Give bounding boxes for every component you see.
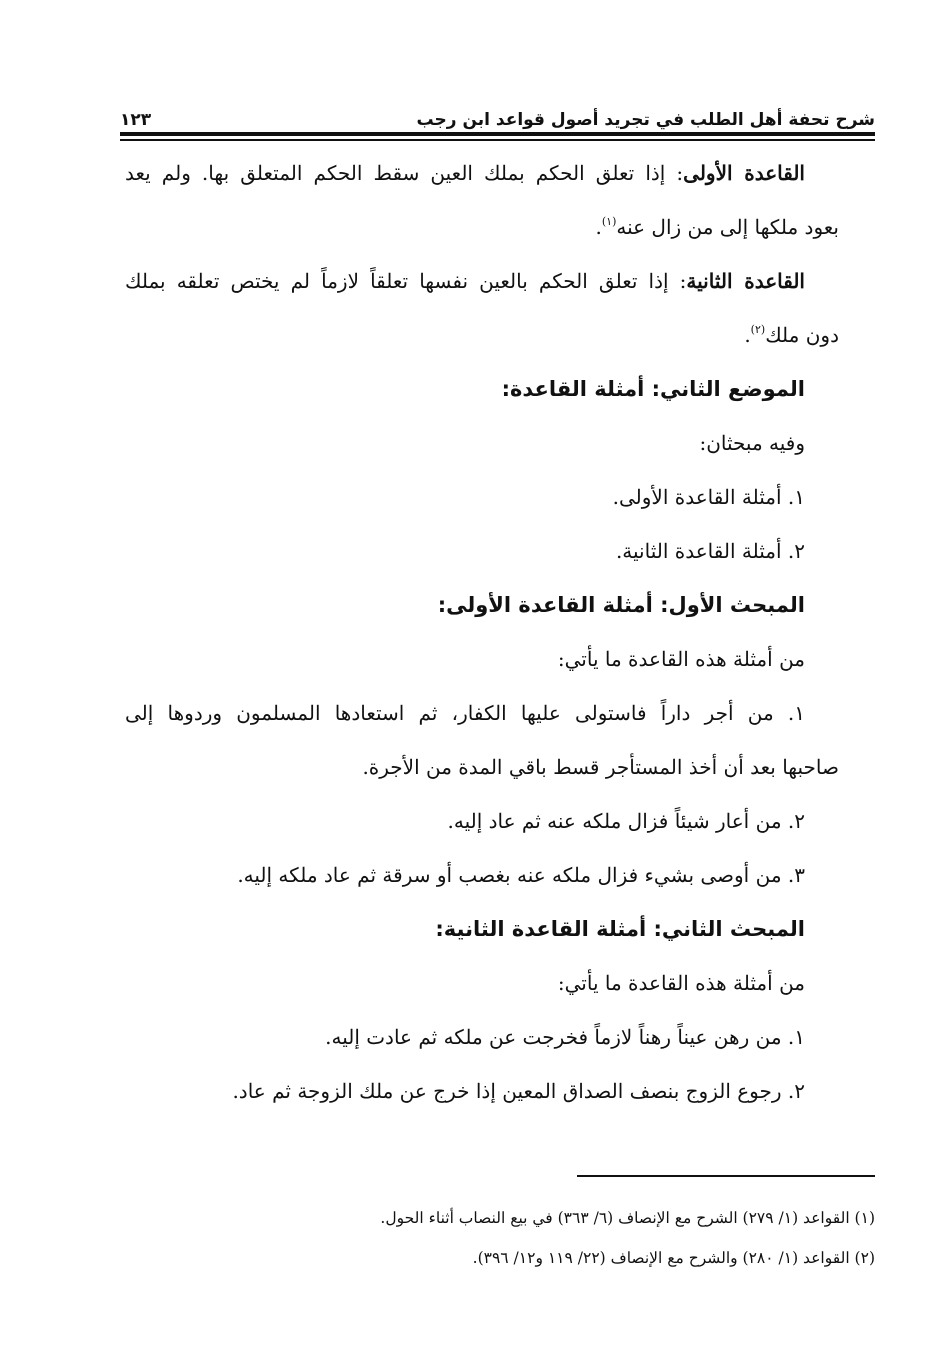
main-text <box>125 146 839 1118</box>
header-rule-thick <box>120 132 875 136</box>
footnote-ref-2[interactable]: (٢) <box>750 323 766 336</box>
rule1-text-a: : إذا تعلق الحكم بملك العين سقط الحكم المتعلق بها. ولم يعد <box>125 161 684 185</box>
toc-item-1: ١. أمثلة القاعدة الأولى. <box>612 485 805 509</box>
first-topic-intro: من أمثلة هذه القاعدة ما يأتي: <box>557 647 805 671</box>
rule1-line1 <box>125 146 839 200</box>
first-example-1-line2: صاحبها بعد أن أخذ المستأجر قسط باقي المدة من الأجرة. <box>362 755 839 779</box>
second-example-1: ١. من رهن عيناً رهناً لازماً فخرجت عن ملكه ثم عادت إليه. <box>325 1025 805 1049</box>
header-rule-thin <box>120 139 875 141</box>
first-example-1-line1: ١. من أجر داراً فاستولى عليها الكفار، ثم استعادها المسلمون وردوها إلى <box>125 701 805 725</box>
rule2-text-b: دون ملك <box>765 323 839 347</box>
rule1-term: القاعدة الأولى <box>683 161 805 185</box>
second-topic-heading: المبحث الثاني: أمثلة القاعدة الثانية: <box>435 917 805 941</box>
first-example-2: ٢. من أعار شيئاً فزال ملكه عنه ثم عاد إليه. <box>447 809 805 833</box>
footnote-2: (٢) القواعد (١/ ٢٨٠) والشرح مع الإنصاف (٢٢/ ١١٩ و١٢/ ٣٩٦). <box>472 1249 875 1267</box>
second-example-2: ٢. رجوع الزوج بنصف الصداق المعين إذا خرج عن ملك الزوجة ثم عاد. <box>232 1079 805 1103</box>
footnotes <box>125 1198 875 1278</box>
rule2-term: القاعدة الثانية <box>686 269 805 293</box>
section-intro: وفيه مبحثان: <box>699 431 805 455</box>
footnote-separator <box>577 1175 875 1177</box>
first-topic-heading: المبحث الأول: أمثلة القاعدة الأولى: <box>437 593 805 617</box>
rule1-text-b: بعود ملكها إلى من زال عنه <box>616 215 839 239</box>
page-number: ١٢٣ <box>120 110 152 130</box>
rule2-text-a: : إذا تعلق الحكم بالعين نفسها تعلقاً لازماً لم يختص تعلقه بملك <box>125 269 687 293</box>
rule2-line2: دون ملك$^{(٢)}$. <box>744 323 839 347</box>
rule1-line2: بعود ملكها إلى من زال عنه$^{(١)}$. <box>595 215 839 239</box>
rule2-line1 <box>125 254 839 308</box>
section-heading: الموضع الثاني: أمثلة القاعدة: <box>501 377 805 401</box>
running-header <box>120 94 875 130</box>
first-example-3: ٣. من أوصى بشيء فزال ملكه عنه بغصب أو سرقة ثم عاد ملكه إليه. <box>237 863 805 887</box>
footnote-ref-1[interactable]: (١) <box>601 215 617 228</box>
second-topic-intro: من أمثلة هذه القاعدة ما يأتي: <box>557 971 805 995</box>
toc-item-2: ٢. أمثلة القاعدة الثانية. <box>615 539 805 563</box>
header-title: شرح تحفة أهل الطلب في تجريد أصول قواعد ابن رجب <box>416 110 875 130</box>
footnote-1: (١) القواعد (١/ ٢٧٩) الشرح مع الإنصاف (٦/ ٣٦٣) في بيع النصاب أثناء الحول. <box>380 1209 875 1227</box>
